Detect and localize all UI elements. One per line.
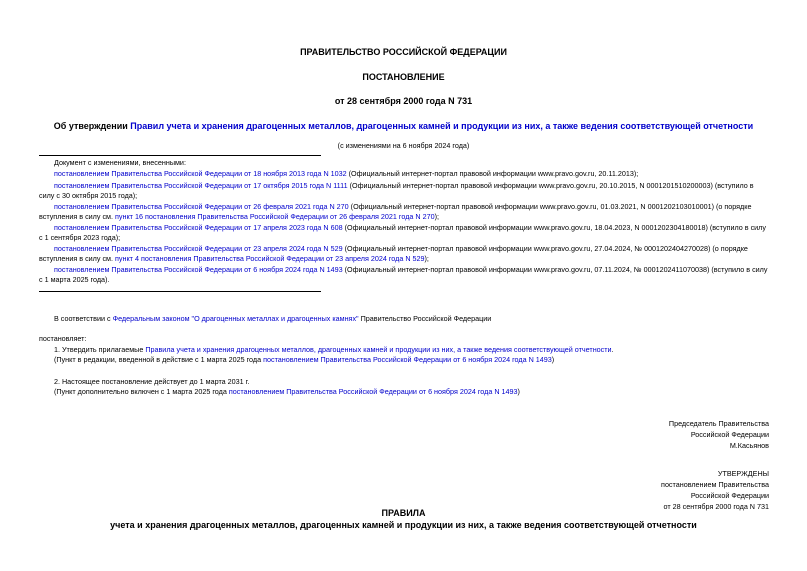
- org-heading: ПРАВИТЕЛЬСТВО РОССИЙСКОЙ ФЕДЕРАЦИИ: [300, 47, 507, 57]
- amendment-text: вступления в силу см.: [39, 254, 115, 263]
- amendment-text-cont: с 1 сентября 2023 года);: [39, 233, 121, 242]
- amendments-intro: Документ с изменениями, внесенными:: [54, 158, 186, 167]
- amendment-point-link[interactable]: пункт 16 постановления Правительства Российской Федерации от 26 февраля 2021 года N 270: [115, 212, 435, 221]
- amendment-link[interactable]: постановлением Правительства Российской Федерации от 17 апреля 2023 года N 608: [54, 223, 343, 232]
- doc-type-heading: ПОСТАНОВЛЕНИЕ: [362, 72, 445, 82]
- amendment-text: вступления в силу см.: [39, 212, 115, 221]
- approved-block: [661, 468, 769, 512]
- approved-line: постановлением Правительства: [661, 480, 769, 489]
- amendment-link[interactable]: постановлением Правительства Российской Федерации от 23 апреля 2024 года N 529: [54, 244, 343, 253]
- approved-line: от 28 сентября 2000 года N 731: [663, 502, 769, 511]
- amendment-text-cont: [39, 254, 429, 264]
- signature-block: [669, 418, 769, 451]
- preamble: [54, 314, 491, 324]
- amendment-text: (Официальный интернет-портал правовой информации www.pravo.gov.ru, 20.10.2015, N 0001201510200003) (вступило в: [347, 181, 754, 190]
- amendment-item: [54, 169, 638, 179]
- amendment-text: );: [424, 254, 429, 263]
- rules-link[interactable]: Правила учета и хранения драгоценных металлов, драгоценных камней и продукции из них, а также ведения соответствующей отчетности: [145, 345, 612, 354]
- note-text: ): [551, 355, 555, 364]
- signature-line: Российской Федерации: [690, 430, 769, 439]
- divider-top: [39, 155, 321, 156]
- amendment-point-link[interactable]: пункт 4 постановления Правительства Российской Федерации от 23 апреля 2024 года N 529: [115, 254, 425, 263]
- note-text: ): [517, 387, 520, 396]
- decides-text: постановляет:: [39, 334, 87, 343]
- doc-title: [0, 121, 807, 131]
- signature-name: М.Касьянов: [729, 441, 769, 450]
- note-text: (Пункт дополнительно включен с 1 марта 2025 года: [54, 387, 229, 396]
- preamble-text: Правительство Российской Федерации: [358, 314, 492, 323]
- amendment-item: [54, 244, 748, 254]
- note-link[interactable]: постановлением Правительства Российской Федерации от 6 ноября 2024 года N 1493: [263, 355, 552, 364]
- changes-note: (с изменениями на 6 ноября 2024 года): [337, 141, 470, 150]
- amendment-text: (Официальный интернет-портал правовой информации www.pravo.gov.ru, 20.11.2013);: [346, 169, 639, 178]
- amendment-text-cont: с 1 марта 2025 года).: [39, 275, 110, 284]
- amendment-text-cont: силу с 30 октября 2015 года);: [39, 191, 138, 200]
- note-text: (Пункт в редакции, введенной в действие с 1 марта 2025 года: [54, 355, 264, 364]
- amendment-text: (Официальный интернет-портал правовой информации www.pravo.gov.ru, 18.04.2023, N 0001202304180018) (вступило в силу: [342, 223, 766, 232]
- doc-title-link[interactable]: Правил учета и хранения драгоценных металлов, драгоценных камней и продукции из них, а также ведения соответствующей отчетности: [130, 121, 754, 131]
- point-2-note: [54, 387, 520, 397]
- amendment-text: );: [434, 212, 439, 221]
- point-1-text: .: [611, 345, 614, 354]
- signature-line: Председатель Правительства: [668, 419, 769, 428]
- point-2: 2. Настоящее постановление действует до 1 марта 2031 г.: [54, 377, 250, 386]
- divider-bottom: [39, 291, 321, 292]
- amendment-text: (Официальный интернет-портал правовой информации www.pravo.gov.ru, 01.03.2021, N 0001202103010001) (о порядке: [348, 202, 752, 211]
- amendment-link[interactable]: постановлением Правительства Российской Федерации от 18 ноября 2013 года N 1032: [54, 169, 347, 178]
- federal-law-link[interactable]: Федеральным законом "О драгоценных металлах и драгоценных камнях": [112, 314, 359, 323]
- amendment-text-cont: [39, 212, 439, 222]
- doc-title-prefix: Об утверждении: [53, 121, 131, 131]
- note-link[interactable]: постановлением Правительства Российской Федерации от 6 ноября 2024 года N 1493: [228, 387, 518, 396]
- rules-title: ПРАВИЛА: [381, 508, 426, 518]
- approved-line: Российской Федерации: [690, 491, 769, 500]
- preamble-text: В соответствии с: [54, 314, 113, 323]
- amendment-text: (Официальный интернет-портал правовой информации www.pravo.gov.ru, 07.11.2024, № 0001202411070038) (вступило в силу: [342, 265, 768, 274]
- point-1-text: 1. Утвердить прилагаемые: [54, 345, 146, 354]
- amendment-text: (Официальный интернет-портал правовой информации www.pravo.gov.ru, 27.04.2024, № 0001202404270028) (о порядке: [342, 244, 748, 253]
- amendment-item: [54, 202, 751, 212]
- amendment-item: [54, 265, 767, 275]
- amendment-link[interactable]: постановлением Правительства Российской Федерации от 26 февраля 2021 года N 270: [54, 202, 349, 211]
- amendment-link[interactable]: постановлением Правительства Российской Федерации от 17 октября 2015 года N 1111: [54, 181, 348, 190]
- doc-date-number: от 28 сентября 2000 года N 731: [334, 96, 473, 106]
- approved-line: УТВЕРЖДЕНЫ: [717, 469, 769, 478]
- point-1: [54, 345, 614, 355]
- amendment-item: [54, 223, 766, 233]
- point-1-note: [54, 355, 554, 365]
- rules-subtitle: учета и хранения драгоценных металлов, драгоценных камней и продукции из них, а также ведения соответствующей отчетности: [110, 520, 697, 530]
- amendment-item: [54, 181, 754, 191]
- amendment-link[interactable]: постановлением Правительства Российской Федерации от 6 ноября 2024 года N 1493: [54, 265, 343, 274]
